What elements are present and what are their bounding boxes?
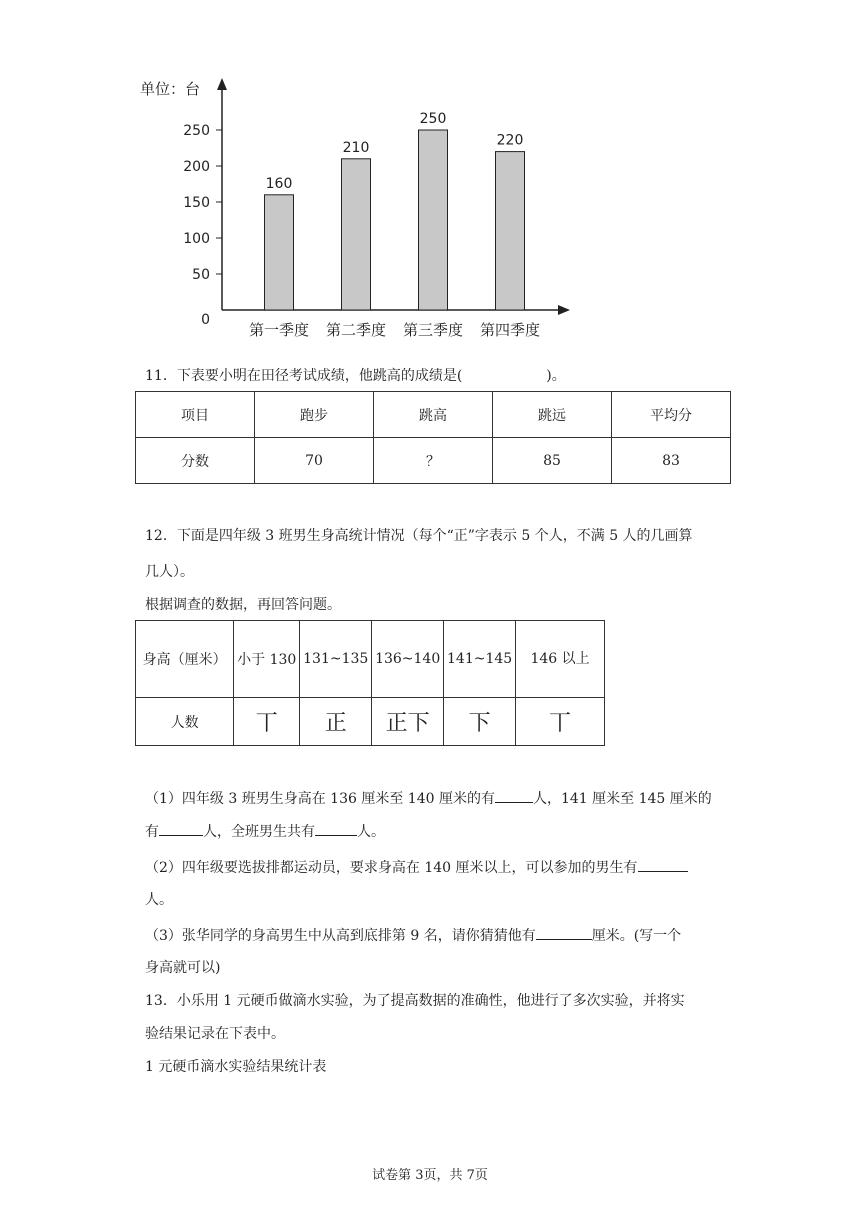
chart-unit-label: 单位：台: [140, 80, 201, 98]
table-cell: 70: [255, 438, 374, 484]
y-axis-arrow: [217, 78, 227, 90]
tally-cell: 正下: [372, 698, 444, 746]
page-footer: 试卷第 3页，共 7页: [372, 1168, 488, 1183]
bar: [265, 195, 294, 310]
data-label: 250: [419, 111, 447, 127]
q12-sub1-line-1: [145, 788, 725, 809]
answer-blank[interactable]: [536, 925, 592, 940]
bar: [496, 152, 525, 310]
q11-text-after: )。: [546, 368, 566, 384]
q12-sub3-text: 厘米。(写一个: [591, 928, 682, 944]
q12-line-2: 几人）。: [145, 564, 194, 580]
header-cell: 跳远: [493, 392, 612, 438]
answer-blank[interactable]: [495, 788, 533, 803]
table-cell: ？: [374, 438, 493, 484]
tally-cell: 下: [444, 698, 516, 746]
tally-cell: 丅: [516, 698, 605, 746]
y-tick-label: 250: [183, 123, 210, 139]
range-cell: 136~140: [372, 621, 444, 698]
x-tick-label: 第三季度: [402, 321, 464, 339]
height-tally-table: [135, 620, 605, 746]
table-cell: 分数: [136, 438, 255, 484]
q12-sub2-line-2: 人。: [145, 892, 173, 908]
x-tick-label: 第一季度: [248, 321, 310, 339]
data-label: 160: [265, 175, 293, 192]
q12-sub3-line-2: 身高就可以): [145, 960, 221, 976]
range-cell: 141~145: [444, 621, 516, 698]
y-tick-label: 0: [201, 312, 210, 328]
q11-text-before: 11．下表要小明在田径考试成绩，他跳高的成绩是(: [145, 368, 463, 384]
score-table: [135, 391, 731, 484]
q12-sub1-text: 人。: [357, 824, 385, 840]
bar: [419, 130, 448, 310]
range-cell: 146 以上: [516, 621, 605, 698]
q12-sub2-line-1: [145, 857, 725, 878]
answer-blank[interactable]: [638, 857, 688, 872]
q12-sub3-line-1: [145, 925, 725, 946]
q11-text: [145, 366, 725, 386]
q12-line-3: 根据调查的数据，再回答问题。: [145, 597, 341, 613]
q12-sub1-text: 有: [145, 824, 159, 840]
y-tick-label: 50: [192, 267, 210, 283]
row-label-cell: 人数: [136, 698, 234, 746]
q12-sub2-text: （2）四年级要选拔排都运动员，要求身高在 140 厘米以上，可以参加的男生有: [145, 860, 638, 876]
x-axis-arrow: [558, 305, 570, 315]
data-label: 210: [342, 139, 370, 156]
x-tick-label: 第四季度: [479, 321, 541, 339]
header-cell: 跑步: [255, 392, 374, 438]
bar-chart: [140, 70, 580, 350]
q13-line-1: 13．小乐用 1 元硬币做滴水实验，为了提高数据的准确性，他进行了多次实验，并将实: [145, 993, 685, 1009]
table-cell: 85: [493, 438, 612, 484]
q12-sub3-text: （3）张华同学的身高男生中从高到底排第 9 名，请你猜猜他有: [145, 928, 536, 944]
answer-blank[interactable]: [159, 821, 203, 836]
header-cell: 跳高: [374, 392, 493, 438]
table-cell: 83: [612, 438, 731, 484]
y-tick-label: 200: [183, 159, 210, 175]
q12-sub1-text: 人，全班男生共有: [203, 824, 315, 840]
y-tick-label: 150: [183, 195, 210, 211]
data-label: 220: [496, 132, 524, 149]
q12-sub1-text: 人，141 厘米至 145 厘米的: [532, 791, 712, 807]
header-cell: 项目: [136, 392, 255, 438]
q13-line-2: 验结果记录在下表中。: [145, 1026, 285, 1042]
y-tick-label: 100: [183, 231, 210, 247]
q12-sub1-text: （1）四年级 3 班男生身高在 136 厘米至 140 厘米的有: [145, 791, 495, 807]
range-cell: 131~135: [300, 621, 372, 698]
tally-cell: 正: [300, 698, 372, 746]
q13-line-3: 1 元硬币滴水实验结果统计表: [145, 1059, 327, 1075]
bar: [342, 159, 371, 310]
header-cell: 身高（厘米）: [136, 621, 234, 698]
header-cell: 平均分: [612, 392, 731, 438]
q12-line-1: 12．下面是四年级 3 班男生身高统计情况（每个“正”字表示 5 个人，不满 5 人的几画算: [145, 528, 693, 544]
tally-cell: 丅: [234, 698, 300, 746]
range-cell: 小于 130: [234, 621, 300, 698]
x-tick-label: 第二季度: [325, 321, 387, 339]
answer-blank[interactable]: [315, 821, 357, 836]
q12-sub1-line-2: [145, 821, 725, 842]
